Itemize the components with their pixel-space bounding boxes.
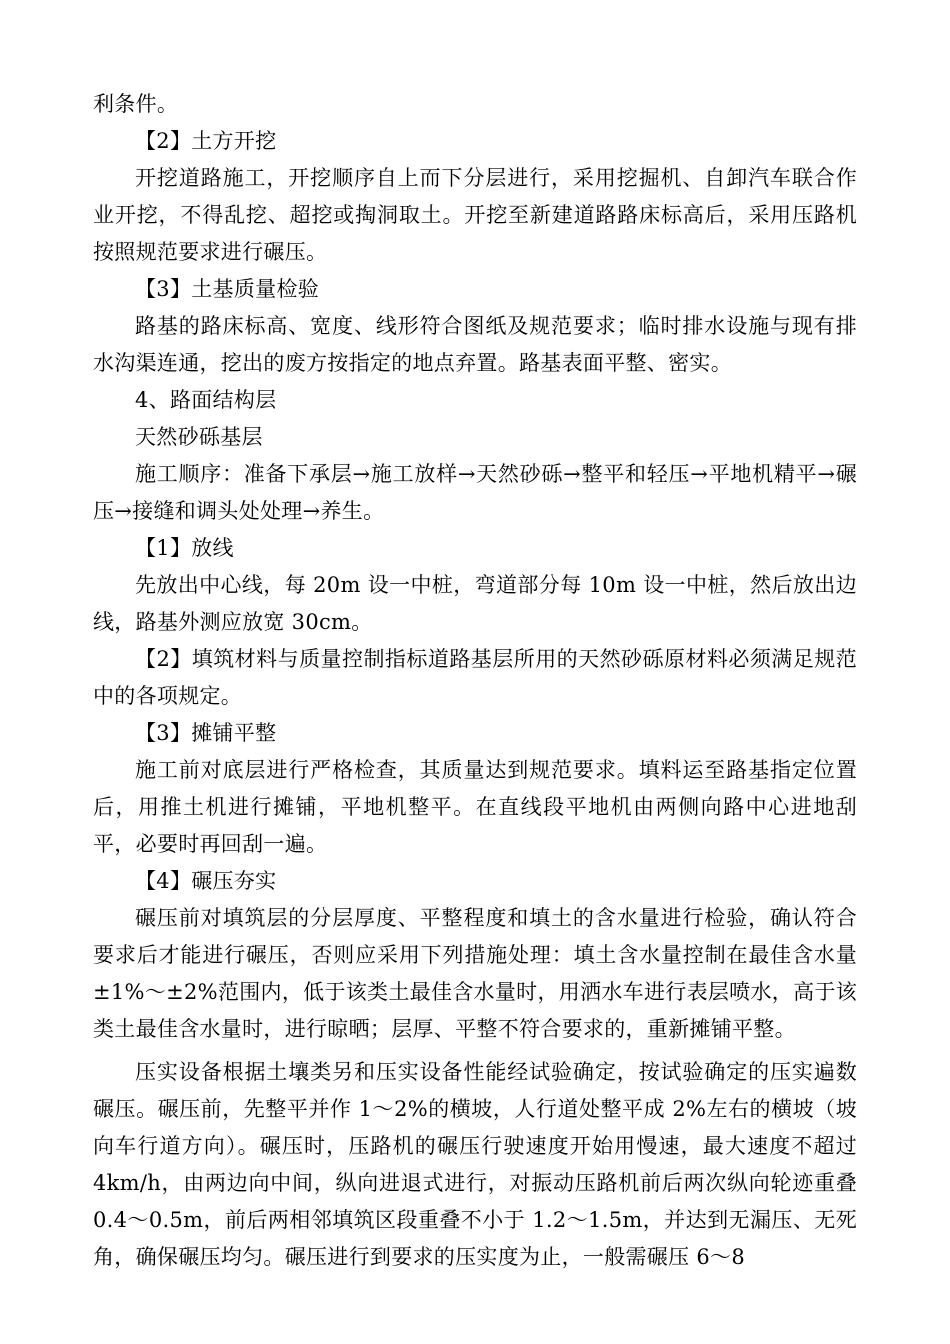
document-body (93, 86, 857, 1276)
heading-earth-excavation: 【2】土方开挖 (135, 129, 277, 153)
paragraph-construction-sequence: 施工顺序：准备下承层→施工放样→天然砂砾→整平和轻压→平地机精平→碾压→接缝和调头处处理→养生。 (93, 462, 857, 523)
heading-pavement-structure: 4、路面结构层 (135, 388, 277, 412)
paragraph-excavation: 开挖道路施工，开挖顺序自上而下分层进行，采用挖掘机、自卸汽车联合作业开挖，不得乱挖、超挖或掏洞取土。开挖至新建道路路床标高后，采用压路机按照规范要求进行碾压。 (93, 166, 857, 264)
heading-spreading-leveling: 【3】摊铺平整 (135, 721, 277, 745)
heading-gravel-base: 天然砂砾基层 (135, 425, 263, 449)
paragraph-spreading-leveling: 施工前对底层进行严格检查，其质量达到规范要求。填料运至路基指定位置后，用推土机进行摊铺，平地机整平。在直线段平地机由两侧向路中心进地刮平，必要时再回刮一遍。 (93, 758, 857, 856)
paragraph-subgrade-inspection: 路基的路床标高、宽度、线形符合图纸及规范要求；临时排水设施与现有排水沟渠连通，挖出的废方按指定的地点弃置。路基表面平整、密实。 (93, 314, 857, 375)
paragraph-setting-out: 先放出中心线，每 20m 设一中桩，弯道部分每 10m 设一中桩，然后放出边线，路基外测应放宽 30cm。 (93, 573, 857, 634)
paragraph-fill-material: 【2】填筑材料与质量控制指标道路基层所用的天然砂砾原材料必须满足规范中的各项规定。 (93, 647, 857, 708)
heading-compaction: 【4】碾压夯实 (135, 869, 277, 893)
heading-subgrade-inspection: 【3】土基质量检验 (135, 277, 320, 301)
paragraph-continuation: 利条件。 (93, 92, 179, 116)
paragraph-compaction-equipment: 压实设备根据土壤类另和压实设备性能经试验确定，按试验确定的压实遍数碾压。碾压前，先整平并作 1～2%的横坡，人行道处整平成 2%左右的横坡（坡向车行道方向）。碾压时，压路机的碾压行驶速度开始用慢速，最大速度不超过 4km/h，由两边向中间，纵向进退式进行，对振动压路机前后两次纵向轮迹重叠 0.4～0.5m，前后两相邻填筑区段重叠不小于 1.2～1.5m，并达到无漏压、无死角，确保碾压均匀。碾压进行到要求的压实度为止，一般需碾压 6～8 (93, 1060, 857, 1269)
paragraph-compaction-check: 碾压前对填筑层的分层厚度、平整程度和填土的含水量进行检验，确认符合要求后才能进行碾压，否则应采用下列措施处理：填土含水量控制在最佳含水量±1%～±2%范围内，低于该类土最佳含水量时，用洒水车进行表层喷水，高于该类土最佳含水量时，进行晾晒；层厚、平整不符合要求的，重新摊铺平整。 (93, 906, 857, 1041)
heading-setting-out: 【1】放线 (135, 536, 234, 560)
